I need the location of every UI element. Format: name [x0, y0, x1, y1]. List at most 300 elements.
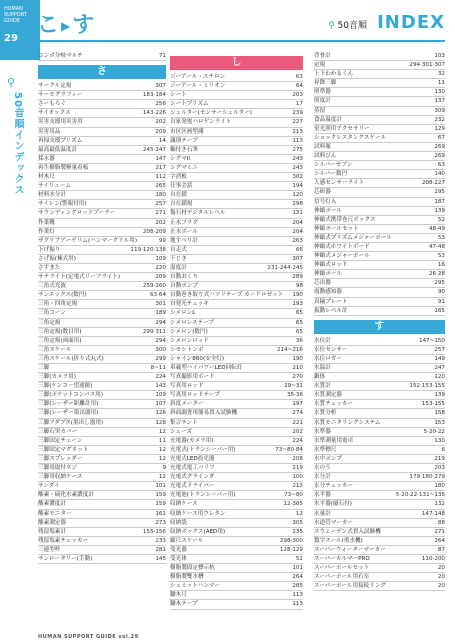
index-entry	[314, 88, 445, 97]
entry-name: さーもろぐ	[38, 101, 66, 108]
entry-page: 52	[437, 216, 445, 223]
index-entry	[38, 328, 166, 337]
entry-name: 三脚(カメラ用)	[38, 374, 76, 381]
entry-name: シルバー数円	[314, 171, 348, 178]
entry-page: 130	[434, 89, 445, 96]
entry-name: 水準測量用電卓	[314, 437, 354, 444]
entry-page: 12	[158, 446, 166, 453]
entry-page: 11	[158, 437, 166, 444]
entry-name: サンロータリー(手動)	[38, 555, 93, 562]
entry-name: 水準器	[314, 428, 331, 435]
footer-text: HUMAN SUPPORT GUIDE vol.29	[38, 634, 139, 640]
entry-page: 221	[292, 419, 303, 426]
entry-page: 140	[434, 171, 445, 178]
entry-name: 収納ボックス(AED用)	[170, 528, 226, 535]
entry-name: スーパーカルマーPRO	[314, 555, 370, 562]
index-entry	[314, 216, 445, 225]
entry-name: サテライト(定電式リーフライト)	[38, 274, 121, 281]
entry-name: スーパーウォーターマーカー	[314, 546, 386, 553]
guide-badge	[0, 0, 40, 60]
entry-name: 三連型枠	[38, 546, 61, 553]
entry-page: 183·184	[142, 92, 166, 99]
index-entry	[314, 52, 445, 61]
entry-name: シート	[170, 92, 187, 99]
guide-label-2: SUPPORT	[4, 12, 27, 18]
index-entry	[314, 346, 445, 355]
entry-name: サウンディングロッドブーラー	[38, 210, 116, 217]
entry-name: 傷石材デジタルレベル	[170, 210, 226, 217]
entry-name: 樹脂製雙水槽	[170, 574, 204, 581]
index-entry	[314, 391, 445, 400]
entry-page: 9	[162, 465, 166, 472]
entry-name: 市区区画型測	[170, 128, 204, 135]
index-entry	[38, 164, 166, 173]
entry-name: 鋤木尺	[170, 592, 187, 599]
entry-name: 残留塩素計	[38, 528, 66, 535]
entry-page: 120	[292, 192, 303, 199]
entry-page: 11	[437, 80, 445, 87]
entry-page: 220	[155, 264, 166, 271]
index-entry	[170, 146, 303, 155]
entry-name: 数字スール(重水機)	[314, 537, 363, 544]
entry-name: 伸縮式プリズムメジャーポール	[314, 234, 392, 241]
index-entry	[314, 161, 445, 170]
index-entry	[170, 182, 303, 191]
entry-page: 281	[155, 546, 166, 553]
index-entry	[38, 455, 166, 464]
index-entry	[38, 537, 166, 546]
entry-page: 269	[434, 143, 445, 150]
search-icon: ⚲	[328, 21, 335, 31]
entry-name: 伸縮式ロッド	[314, 262, 348, 269]
entry-name: スーパーポール用接続リング	[314, 583, 386, 590]
entry-name: 水平器	[314, 492, 331, 499]
index-entry	[170, 319, 303, 328]
entry-page: 48·49	[428, 225, 445, 232]
index-entry	[38, 364, 166, 373]
index-entry	[314, 307, 445, 316]
entry-name: 下げ振り	[38, 246, 61, 253]
index-entry	[314, 107, 445, 116]
entry-page: 245·247	[142, 146, 166, 153]
index-entry	[38, 473, 166, 482]
guide-label-1: HUMAN	[4, 6, 23, 12]
entry-page: 147·148	[421, 510, 445, 517]
entry-name: 蛍光照用アクセサリー	[314, 125, 370, 132]
entry-page: 35·36	[286, 392, 303, 399]
entry-page: 36	[295, 337, 303, 344]
entry-name: 三角・四角定規	[38, 301, 78, 308]
entry-name: 自在鎖規	[170, 201, 193, 208]
entry-name: 水中ポンプ	[314, 455, 342, 462]
index-entry	[170, 455, 303, 464]
entry-page: 243	[292, 164, 303, 171]
entry-name: 三角スケール	[38, 346, 72, 353]
index-entry	[38, 146, 166, 155]
entry-page: 14	[158, 137, 166, 144]
entry-page: 210	[292, 365, 303, 371]
entry-name: シュミットハンマー	[170, 583, 221, 590]
entry-name: 酸素モニター	[38, 510, 72, 517]
index-entry	[170, 391, 303, 400]
entry-name: 受光器	[170, 546, 187, 553]
entry-name: 芯出器	[314, 280, 331, 287]
entry-page: 264	[292, 574, 303, 581]
entry-page: 26·28	[428, 271, 445, 278]
entry-name: 水分チェッカー	[314, 483, 353, 490]
index-entry	[314, 337, 445, 346]
entry-page: 119·120·138	[130, 246, 166, 253]
index-entry	[170, 237, 303, 246]
entry-name: 自在鎖	[170, 192, 187, 199]
entry-page: 190	[292, 355, 303, 362]
index-entry	[38, 291, 166, 300]
entry-page: 203	[434, 465, 445, 472]
entry-name: 写真用ロッドテープ	[170, 392, 220, 399]
entry-page: 219	[292, 465, 303, 472]
entry-page: 179·180·279	[409, 474, 445, 481]
entry-page: 5·20·22	[423, 428, 445, 435]
entry-name: サイオックス	[38, 110, 71, 117]
index-entry	[170, 510, 303, 519]
entry-name: 伸縮ポール	[314, 207, 342, 214]
entry-page: 129	[434, 125, 445, 132]
entry-name: 地すべり計	[170, 237, 198, 244]
entry-page: 147~150	[418, 337, 445, 344]
header-rule	[38, 40, 445, 42]
entry-name: 仕事会話	[170, 183, 193, 190]
index-entry	[170, 264, 303, 273]
entry-name: 三角コーン	[38, 310, 66, 317]
index-entry	[170, 382, 303, 391]
entry-name: 自動おくり	[170, 274, 198, 281]
index-entry	[170, 155, 303, 164]
index-entry	[38, 500, 166, 509]
entry-name: 試料瓶	[314, 143, 331, 150]
entry-page: 126	[155, 410, 166, 417]
entry-name: シグマII	[170, 155, 190, 162]
entry-name: 照度計	[314, 98, 331, 105]
entry-name: 水質測定器	[314, 392, 342, 399]
entry-page: 63	[437, 162, 445, 169]
entry-name: 振動レベル計	[314, 307, 348, 314]
side-label: 50音順インデックス	[12, 92, 23, 196]
entry-page: 53	[437, 234, 445, 241]
index-entry	[314, 170, 445, 179]
entry-page: 103	[434, 53, 445, 59]
entry-page: 165	[434, 307, 445, 314]
index-entry	[314, 252, 445, 261]
index-entry	[38, 519, 166, 528]
entry-name: サンダイ	[38, 483, 60, 490]
index-entry	[38, 273, 166, 282]
index-column-2	[170, 52, 303, 610]
index-entry	[314, 261, 445, 270]
entry-name: コンボ分岐マルチ	[38, 53, 83, 59]
entry-page: 147	[155, 155, 166, 162]
index-entry	[170, 564, 303, 573]
index-entry	[170, 446, 303, 455]
entry-page: 158	[434, 410, 445, 417]
entry-name: シグマミニ	[170, 164, 198, 171]
entry-page: 145	[155, 555, 166, 562]
index-entry	[170, 419, 303, 428]
entry-name: 照準器	[314, 89, 331, 96]
entry-page: 12	[158, 474, 166, 481]
index-entry	[38, 82, 166, 91]
entry-name: 蒸留	[314, 107, 326, 114]
entry-page: 301	[155, 301, 166, 308]
index-entry	[314, 279, 445, 288]
section-banner: す	[314, 320, 445, 334]
entry-name: 三脚(レーザー墨出器用)	[38, 410, 99, 417]
entry-name: 字消板	[170, 174, 187, 181]
entry-page: 295	[434, 280, 445, 287]
entry-name: 下じき	[170, 255, 187, 262]
entry-page: 113	[292, 137, 303, 144]
index-entry	[314, 573, 445, 582]
entry-page: 307	[155, 83, 166, 90]
index-entry	[170, 219, 303, 228]
index-entry	[38, 219, 166, 228]
entry-page: 90	[437, 289, 445, 296]
index-column-1	[38, 52, 166, 564]
entry-name: 車載型ハイパワーLED回転灯	[170, 365, 243, 371]
entry-name: 作業靴	[38, 219, 55, 226]
entry-name: 識別テープ	[170, 137, 198, 144]
entry-page: 273	[155, 519, 166, 526]
entry-page: 63·64	[149, 292, 166, 299]
entry-name: 収納袋	[170, 519, 187, 526]
section-banner: し	[170, 56, 303, 70]
index-entry	[170, 309, 303, 318]
index-entry	[170, 573, 303, 582]
entry-page: 53	[437, 253, 445, 260]
index-entry	[38, 437, 166, 446]
entry-page: 139	[434, 207, 445, 214]
entry-page: 197	[292, 401, 303, 408]
entry-page: 100	[292, 474, 303, 481]
entry-name: 伸縮ポールセット	[314, 225, 359, 232]
entry-page: 143·226	[142, 110, 166, 117]
entry-name: 再生樹脂製軽量看板	[38, 164, 89, 171]
index-entry	[170, 528, 303, 537]
entry-name: 充電式ドライバー	[170, 483, 215, 490]
index-entry	[38, 200, 166, 209]
entry-name: サイレン(警報付用)	[38, 201, 87, 208]
entry-name: 水のう	[314, 465, 331, 472]
entry-page: 232	[434, 116, 445, 123]
entry-name: 水質モニタリングシステム	[314, 419, 381, 426]
entry-page: 98	[295, 283, 303, 290]
entry-page: 265	[155, 183, 166, 190]
index-entry	[170, 519, 303, 528]
index-entry	[314, 270, 445, 279]
entry-name: 酸素濃度計	[38, 501, 66, 508]
entry-page: 299·311	[142, 328, 166, 335]
entry-page: 128	[155, 419, 166, 426]
index-entry	[314, 179, 445, 188]
index-entry	[314, 419, 445, 428]
entry-name: 軸付き石筆	[170, 146, 198, 153]
kana-range	[37, 8, 94, 39]
entry-name: 斜面調査用簡易貫入試験機	[170, 410, 238, 417]
entry-page: 149	[434, 355, 445, 362]
entry-name: 作業灯	[38, 228, 55, 235]
entry-name: 震動感知器	[314, 289, 342, 296]
entry-page: 66	[295, 246, 303, 253]
index-entry	[314, 134, 445, 143]
index-entry	[314, 500, 445, 509]
index-entry	[38, 309, 166, 318]
index-entry	[170, 337, 303, 346]
entry-name: 水平器(磁石付)	[314, 501, 352, 508]
entry-page: 63	[295, 74, 303, 80]
entry-page: 137	[434, 98, 445, 105]
entry-name: 酸素測定器	[38, 519, 66, 526]
entry-name: サイリューム	[38, 183, 72, 190]
entry-page: 113	[292, 601, 303, 608]
index-entry	[170, 582, 303, 591]
entry-name: 三脚(ポケットコンパス用)	[38, 392, 104, 399]
index-entry	[38, 391, 166, 400]
entry-page: 209	[155, 274, 166, 281]
entry-name: 受光体	[170, 555, 187, 562]
index-entry	[170, 273, 303, 282]
entry-name: 自動ポンプ	[170, 283, 198, 290]
kana-start: こ	[37, 13, 60, 38]
entry-page: 256	[155, 101, 166, 108]
index-entry	[38, 464, 166, 473]
entry-page: 289	[292, 274, 303, 281]
entry-name: 水位ロガー	[314, 355, 342, 362]
entry-page: 71	[158, 53, 166, 59]
entry-name: 三脚石突カバー	[38, 428, 78, 435]
entry-page: 20	[437, 583, 445, 590]
entry-name: 写真撮影用ボード	[170, 374, 215, 381]
kana-end: す	[72, 13, 95, 38]
index-entry	[38, 282, 166, 291]
entry-page: 159	[155, 492, 166, 499]
entry-page: 294·301·307	[409, 62, 445, 69]
entry-page: 259·260	[142, 283, 166, 290]
index-entry	[170, 355, 303, 364]
index-entry	[38, 118, 166, 127]
index-entry	[170, 255, 303, 264]
entry-name: 鋤木テープ	[170, 601, 198, 608]
entry-page: 257	[155, 201, 166, 208]
entry-name: シャイン860(安全灯)	[170, 355, 225, 362]
index-entry	[314, 143, 445, 152]
entry-page: 239	[292, 110, 303, 117]
entry-name: 昇降三脚	[314, 80, 337, 87]
entry-page: 204	[292, 219, 303, 226]
entry-name: サンエックス(数円)	[38, 292, 87, 299]
entry-name: スーパーポール用石室	[314, 574, 370, 581]
index-entry	[38, 100, 166, 109]
entry-name: 伸縮式ホワイトボード	[314, 243, 370, 250]
entry-name: サーモグラフィー	[38, 92, 83, 99]
entry-name: スウェーデン式貫入試験機	[314, 528, 381, 535]
entry-name: 三脚固定マグネット	[38, 446, 89, 453]
index-entry	[38, 528, 166, 537]
entry-name: ザグリブアーゲリム(ハンマーグリル用)	[38, 237, 138, 244]
index-entry	[314, 455, 445, 464]
entry-page: 213	[292, 483, 303, 490]
entry-page: 153	[434, 419, 445, 426]
entry-name: 自走式	[170, 246, 187, 253]
entry-page: 161	[155, 510, 166, 517]
index-entry	[170, 191, 303, 200]
entry-page: 217	[155, 164, 166, 171]
index-entry	[170, 128, 303, 137]
index-entry	[314, 355, 445, 364]
entry-page: 12	[295, 510, 303, 517]
guide-label-3: GUIDE	[4, 18, 21, 24]
index-entry	[314, 564, 445, 573]
entry-page: 208·209	[142, 228, 166, 235]
index-entry	[170, 164, 303, 173]
entry-page: 8~11	[150, 365, 166, 371]
entry-page: 285	[292, 583, 303, 590]
entry-page: 295	[434, 189, 445, 196]
entry-page: 155·156	[142, 528, 166, 535]
entry-name: 三脚用収納ケース	[38, 474, 83, 481]
entry-name: 水質計	[314, 383, 331, 390]
index-entry	[38, 409, 166, 418]
entry-page: 300	[155, 346, 166, 353]
entry-page: 235	[292, 528, 303, 535]
entry-name: 止水ボール	[170, 228, 198, 235]
index-entry	[38, 482, 166, 491]
entry-page: 91	[437, 298, 445, 305]
entry-page: 209	[155, 128, 166, 135]
entry-page: 271	[155, 210, 166, 217]
index-entry	[314, 70, 445, 79]
entry-page: 101	[155, 483, 166, 490]
entry-page: 257	[434, 346, 445, 353]
entry-name: 水位センサー	[314, 346, 348, 353]
index-entry	[38, 137, 166, 146]
entry-name: 三角定規(数目用)	[38, 328, 82, 335]
entry-page: 73~80·84	[275, 446, 303, 453]
entry-page: 247	[434, 365, 445, 371]
index-entry	[314, 464, 445, 473]
index-entry	[38, 155, 166, 164]
entry-name: ショックレスタンクスケール	[314, 134, 387, 141]
index-entry	[38, 546, 166, 555]
entry-page: 88	[437, 519, 445, 526]
index-entry	[170, 300, 303, 309]
index-entry	[314, 225, 445, 234]
entry-name: 三角式光波	[38, 283, 66, 290]
entry-page: 202	[155, 219, 166, 226]
entry-page: 65	[295, 310, 303, 317]
side-tab	[0, 64, 35, 644]
index-entry	[314, 152, 445, 161]
index-entry	[170, 173, 303, 182]
entry-name: 上下わかるくん	[314, 71, 354, 78]
index-entry	[170, 464, 303, 473]
index-entry	[38, 373, 166, 382]
index-entry	[38, 446, 166, 455]
entry-name: 自家発電ハロゲンライト	[170, 119, 232, 126]
entry-name: 三脚スプレッダー	[38, 455, 83, 462]
index-entry	[38, 246, 166, 255]
entry-name: ジーアール・ミリオン	[170, 83, 226, 90]
index-entry	[38, 419, 166, 428]
index-entry	[38, 91, 166, 100]
